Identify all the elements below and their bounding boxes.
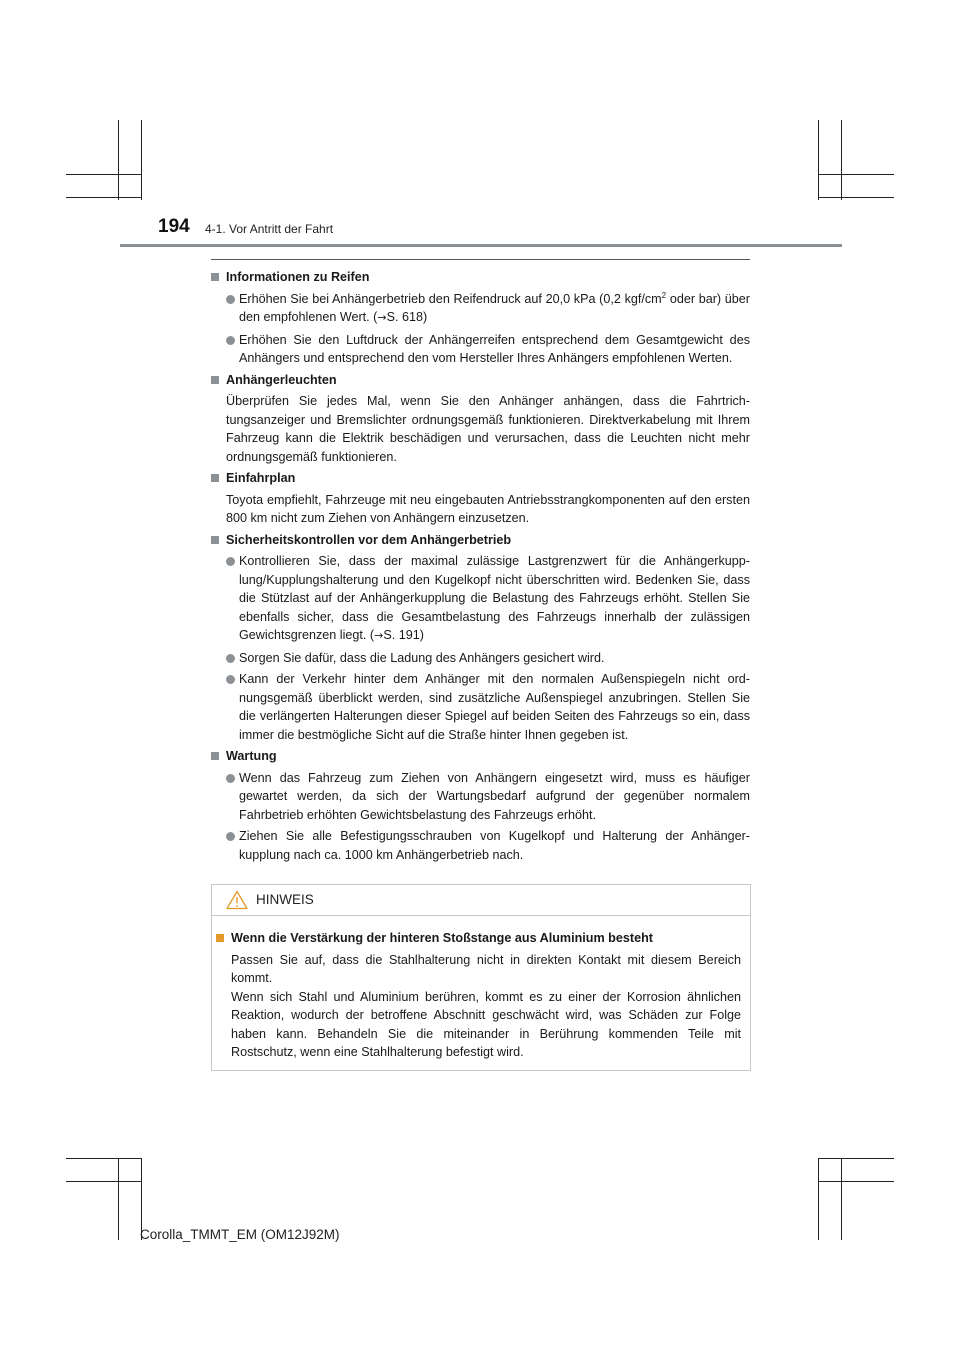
main-content <box>211 268 750 867</box>
crop-mark <box>118 120 119 200</box>
footer-document-code: Corolla_TMMT_EM (OM12J92M) <box>140 1227 340 1242</box>
page-number: 194 <box>158 216 190 237</box>
crop-mark <box>818 1158 894 1159</box>
notice-label: HINWEIS <box>256 892 314 907</box>
crop-mark <box>141 120 142 200</box>
content-top-rule <box>211 259 750 260</box>
round-bullet-icon <box>226 675 235 684</box>
list-item: Sorgen Sie dafür, dass die Ladung des Anhängers gesichert wird. <box>211 649 750 668</box>
round-bullet-icon <box>226 336 235 345</box>
notice-box <box>211 884 751 1071</box>
crop-mark <box>818 174 894 175</box>
list-item: Wenn das Fahrzeug zum Ziehen von Anhängern eingesetzt wird, muss es häufiger gewartet werden, da sich der Wartungsbedarf aufgrund der gegenüber normalem Fahrbetrieb erhöhten Gewichtsbelastung des Fahrzeugs erhöht. <box>211 769 750 825</box>
chapter-heading: 4-1. Vor Antritt der Fahrt <box>205 222 334 236</box>
crop-mark <box>841 120 842 200</box>
warning-triangle-icon <box>226 890 248 910</box>
list-item: Kann der Verkehr hinter dem Anhänger mit den normalen Außenspiegeln nicht ordnungsgemäß überblickt werden, sind zusätzliche Außenspiegel anzubringen. Stellen Sie die verlängerten Halterungen dieser Spiegel auf beiden Seiten des Fahrzeugs so ein, dass immer die bestmögliche Sicht auf die Straße hinter Ihnen gegeben ist. <box>211 670 750 744</box>
section-tire-info <box>211 268 750 368</box>
round-bullet-icon <box>226 295 235 304</box>
crop-mark <box>818 197 894 198</box>
notice-header <box>212 885 750 916</box>
section-title: Sicherheitskontrollen vor dem Anhängerbetrieb <box>226 532 512 547</box>
list-item: Erhöhen Sie bei Anhängerbetrieb den Reifendruck auf 20,0 kPa (0,2 kgf/$cm^2$ oder bar) über den empfohlenen Wert. (→S. 618) <box>211 290 750 328</box>
paragraph: Überprüfen Sie jedes Mal, wenn Sie den Anhänger anhängen, dass die Fahrtrichtungsanzeiger und Bremslichter ordnungsgemäß funktionieren. Direktverkabelung mit Ihrem Fahrzeug kann die Elektrik beschädigen und verursachen, dass die Leuchten nicht mehr ordnungsgemäß funktionieren. <box>226 394 750 464</box>
arrow-right-icon: → <box>377 311 387 324</box>
paragraph: Passen Sie auf, dass die Stahlhalterung nicht in direkten Kontakt mit diesem Bereich kommt. <box>231 952 741 985</box>
crop-mark <box>841 1158 842 1240</box>
page-reference: S. 191) <box>383 628 424 642</box>
paragraph: Wenn sich Stahl und Aluminium berühren, kommt es zu einer der Korrosion ähnlichen Reaktion, wodurch der betroffene Abschnitt geschwächt wird, was Schäden zur Folge haben kann. Behandeln Sie die miteinander in Berührung kommenden Teile mit Rostschutz, wenn eine Stahlhalterung befestigt wird. <box>231 989 741 1059</box>
section-maintenance <box>211 747 750 864</box>
round-bullet-icon <box>226 774 235 783</box>
section-title: Informationen zu Reifen <box>226 270 370 284</box>
crop-mark <box>66 1158 141 1159</box>
crop-mark <box>66 174 141 175</box>
crop-mark <box>818 1181 894 1182</box>
square-bullet-icon <box>211 474 219 482</box>
section-title: Einfahrplan <box>226 471 296 485</box>
square-bullet-icon <box>211 752 219 760</box>
arrow-right-icon: → <box>374 629 384 642</box>
crop-mark <box>66 1181 141 1182</box>
header-rule <box>120 244 842 247</box>
list-item: Ziehen Sie alle Befestigungsschrauben von Kugelkopf und Halterung der Anhängerkupplung nach ca. 1000 km Anhängerbetrieb nach. <box>211 827 750 864</box>
section-title: Wartung <box>226 749 277 763</box>
page-reference: S. 618) <box>386 310 428 324</box>
section-title: Anhängerleuchten <box>226 372 337 387</box>
round-bullet-icon <box>226 654 235 663</box>
square-bullet-icon <box>216 934 224 942</box>
list-item: Erhöhen Sie den Luftdruck der Anhängerreifen entsprechend dem Gesamtgewicht des Anhängers und entsprechend den vom Hersteller Ihres Anhängers empfohlenen Werten. <box>211 331 750 368</box>
section-trailer-lights <box>211 371 750 467</box>
crop-mark <box>818 1158 819 1240</box>
crop-mark <box>66 197 141 198</box>
square-bullet-icon <box>211 273 219 281</box>
square-bullet-icon <box>211 536 219 544</box>
crop-mark <box>818 120 819 200</box>
paragraph: Toyota empfiehlt, Fahrzeuge mit neu eingebauten Antriebsstrangkomponenten auf den ersten 800 km nicht zum Ziehen von Anhängern einzusetzen. <box>226 492 750 525</box>
round-bullet-icon <box>226 832 235 841</box>
crop-mark <box>118 1158 119 1240</box>
round-bullet-icon <box>226 557 235 566</box>
section-safety-checks <box>211 531 750 745</box>
square-bullet-icon <box>211 376 219 384</box>
list-item: Kontrollieren Sie, dass der maximal zulässige Lastgrenzwert für die Anhängerkupplung/Kupplungshalterung und den Kugelkopf nicht überschritten wird. Bedenken Sie, dass die Stützlast auf der Anhängerkupplung die Belastung des Fahrzeugs erhöht. Stellen Sie ebenfalls sicher, dass die Gesamtbelastung des Fahrzeugs innerhalb der zulässigen Gewichtsgrenzen liegt. (→S. 191) <box>211 552 750 646</box>
section-break-in <box>211 469 750 528</box>
notice-title: Wenn die Verstärkung der hinteren Stoßstange aus Aluminium besteht <box>231 931 653 945</box>
